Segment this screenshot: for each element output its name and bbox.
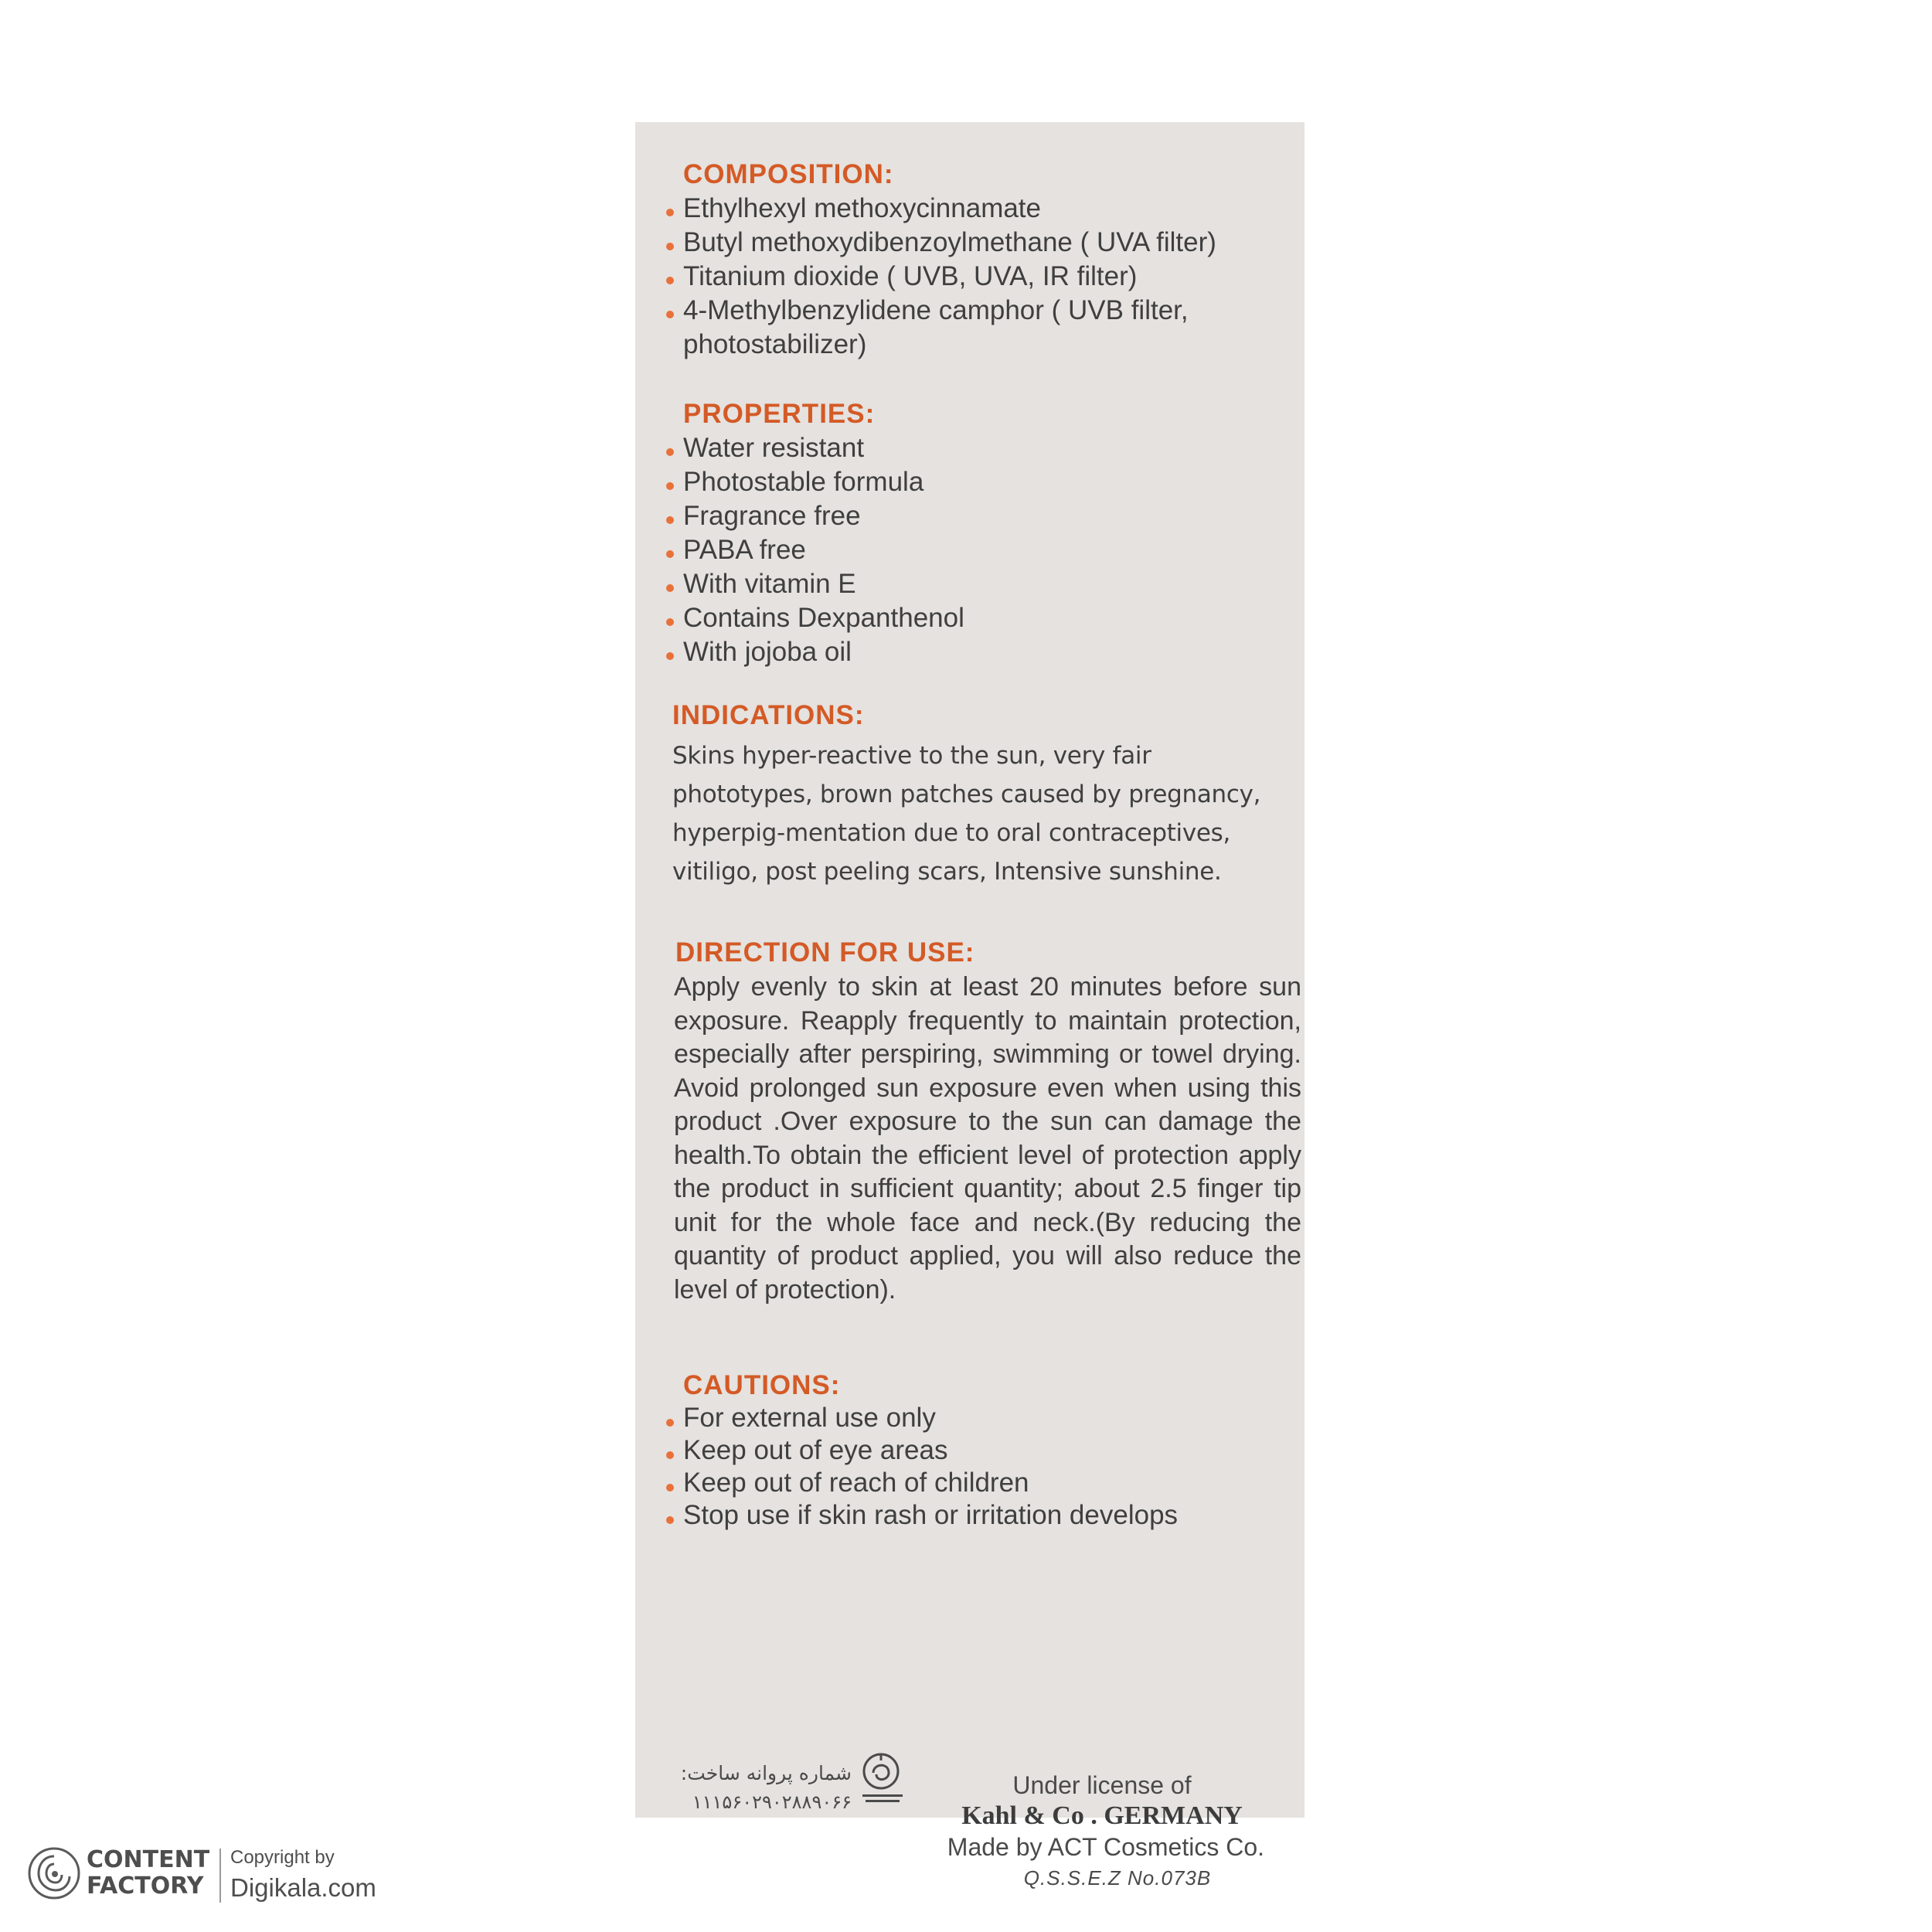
licensor-text: Kahl & Co . GERMANY (961, 1801, 1243, 1830)
composition-list (665, 192, 1216, 362)
cautions-list (665, 1402, 1178, 1532)
cautions-heading: CAUTIONS: (683, 1370, 841, 1400)
list-item (665, 431, 964, 465)
caution-item: Keep out of reach of children (683, 1468, 1029, 1498)
list-item (665, 567, 964, 601)
license-block (940, 1770, 1264, 1893)
properties-heading: PROPERTIES: (683, 399, 876, 429)
list-item (665, 1499, 1178, 1532)
watermark-brand-line1: CONTENT (87, 1846, 210, 1873)
list-item (665, 294, 1216, 362)
direction-heading: DIRECTION FOR USE: (675, 937, 975, 968)
composition-item-continuation: photostabilizer) (683, 329, 867, 359)
list-item (665, 1402, 1178, 1434)
list-item (665, 1467, 1178, 1499)
list-item (665, 635, 964, 669)
list-item (665, 533, 964, 567)
watermark-site: Digikala.com (230, 1873, 376, 1902)
composition-item: 4-Methylbenzylidene camphor ( UVB filter, (683, 295, 1189, 325)
list-item (665, 192, 1216, 226)
zone-code-text: Q.S.S.E.Z No.073B (1023, 1866, 1212, 1889)
package-back-panel (635, 122, 1304, 1889)
property-item: With jojoba oil (683, 637, 852, 667)
watermark-copyright: Copyright by (230, 1847, 335, 1868)
indications-text: Skins hyper-reactive to the sun, very fair phototypes, brown patches caused by pregnancy, hyperpig-mentation due to oral contraceptives, vitiligo, post peeling scars, Intensive sunshine. (672, 742, 1261, 886)
list-item (665, 260, 1216, 294)
direction-text: Apply evenly to skin at least 20 minutes before sun exposure. Reapply frequently to maintain protection, especially after perspiring, swimming or towel drying. Avoid prolonged sun exposure even when using this product .Over exposure to the sun can damage the health.To obtain the efficient level of protection apply the product in sufficient quantity; about 2.5 finger tip unit for the whole face and neck.(By reducing the quantity of product applied, you will also reduce the level of protection). (674, 972, 1301, 1304)
fda-seal-icon (859, 1750, 906, 1811)
property-item: Contains Dexpanthenol (683, 603, 964, 633)
caution-item: Stop use if skin rash or irritation develops (683, 1500, 1179, 1530)
maker-text: Made by ACT Cosmetics Co. (947, 1833, 1264, 1861)
composition-item: Ethylhexyl methoxycinnamate (683, 193, 1041, 223)
composition-item: Titanium dioxide ( UVB, UVA, IR filter) (683, 261, 1138, 291)
list-item (665, 1434, 1178, 1467)
indications-heading: INDICATIONS: (672, 700, 865, 730)
property-item: Water resistant (683, 433, 865, 463)
list-item (665, 601, 964, 635)
property-item: PABA free (683, 535, 806, 565)
content-factory-logo-icon (26, 1845, 82, 1901)
list-item (665, 499, 964, 533)
composition-heading: COMPOSITION: (683, 159, 894, 189)
caution-item: For external use only (683, 1403, 936, 1433)
watermark-divider (219, 1849, 221, 1903)
watermark-brand-line2: FACTORY (87, 1872, 204, 1900)
caution-item: Keep out of eye areas (683, 1435, 948, 1465)
watermark-brand (87, 1847, 209, 1900)
composition-item: Butyl methoxydibenzoylmethane ( UVA filter) (683, 227, 1216, 257)
list-item (665, 465, 964, 499)
property-item: With vitamin E (683, 569, 856, 599)
under-license-text: Under license of (1012, 1771, 1192, 1799)
property-item: Photostable formula (683, 467, 924, 497)
property-item: Fragrance free (683, 501, 861, 531)
license-number-label: شماره پروانه ساخت: (680, 1762, 852, 1784)
properties-list (665, 431, 964, 669)
license-number: ۱۱۱۵۶۰۲۹۰۲۸۸۹۰۶۶ (692, 1791, 852, 1813)
list-item (665, 226, 1216, 260)
